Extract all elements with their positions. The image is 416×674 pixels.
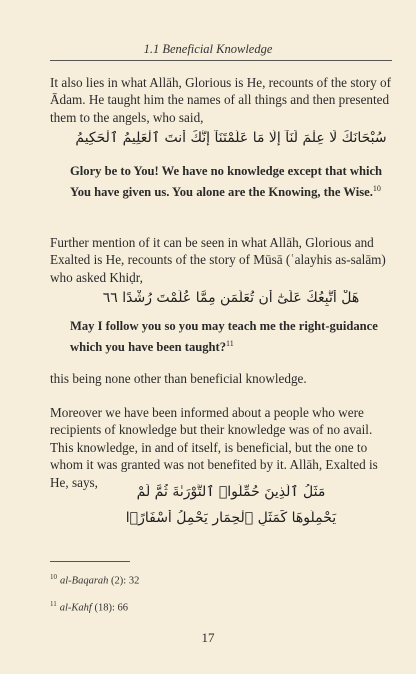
footnote-11 [50,600,128,614]
arabic-verse-2: هَلْ أَتَّبِعُكَ عَلَىٰٓ أَن تُعَلِّمَنِ مِمَّا عُلِّمْتَ رُشْدًا ٦٦ [102,290,360,306]
page-number: 17 [201,630,215,645]
footnote-rule [50,561,130,562]
translation-2-text: May I follow you so you may teach me the right-guidance which you have been taught? [70,319,378,355]
paragraph-adam: It also lies in what Allāh, Glorious is He, recounts of the story of Ādam. He taught him the names of all things and then presented them to the angels, who said, [50,75,391,125]
translation-2 [70,318,392,356]
paragraph-moreover: Moreover we have been informed about a people who were recipients of knowledge but their knowledge was of no avail. This knowledge, in and of itself, is beneficial, but the one to whom it was granted was not benefited by it. Allāh, Exalted is He, says, [50,405,378,490]
footnote-ref-10[interactable]: 10 [372,184,381,193]
footnote-11-source: al-Kahf [59,602,92,614]
paragraph-beneficial: this being none other than beneficial knowledge. [50,371,307,386]
arabic-verse-3-line-2: يَحْمِلُوهَا كَمَثَلِ ٱلْحِمَارِ يَحْمِلُ أَسْفَارًۢا [125,510,337,526]
running-head: 1.1 Beneficial Knowledge [143,42,273,56]
footnote-10 [50,573,139,587]
footnote-ref-11[interactable]: 11 [226,339,234,348]
arabic-verse-1: سُبْحَانَكَ لَا عِلْمَ لَنَآ إِلَّا مَا عَلَّمْتَنَآ إِنَّكَ أَنتَ ٱلْعَلِيمُ ٱلْحَكِيمُ [75,130,387,146]
header-rule [50,60,392,61]
arabic-verse-3-line-1: مَثَلُ ٱلَّذِينَ حُمِّلُوا۟ ٱلتَّوْرَىٰةَ ثُمَّ لَمْ [136,484,326,500]
paragraph-musa: Further mention of it can be seen in what Allāh, Glorious and Exalted is He, recounts of the story of Mūsā (ʿalayhis as-salām) who asked Khiḍr, [50,235,386,285]
footnote-11-ref: (18): 66 [91,602,129,614]
footnote-11-number: 11 [50,600,57,608]
footnote-10-number: 10 [50,573,57,581]
footnote-10-ref: (2): 32 [108,575,140,587]
translation-1 [70,163,392,201]
translation-1-text: Glory be to You! We have no knowledge except that which You have given us. You alone are the Knowing, the Wise. [70,164,383,200]
footnote-10-source: al-Baqarah [60,575,109,587]
